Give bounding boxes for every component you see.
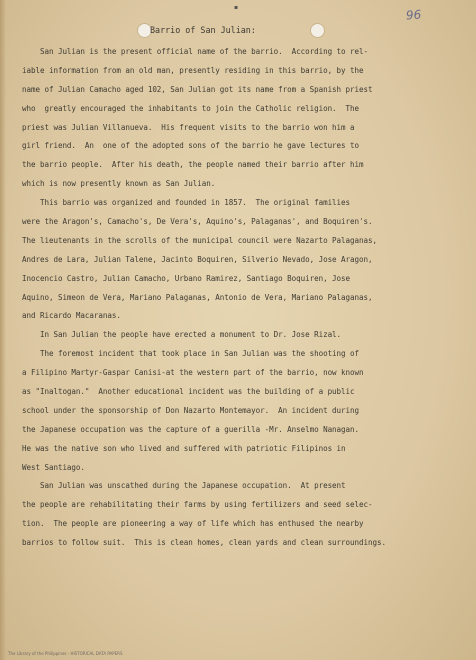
- text-line: the people are rehabilitating their farms by using fertilizers and seed selec-: [22, 500, 373, 510]
- top-mark: ▪: [234, 4, 239, 11]
- text-line: were the Aragon's, Camacho's, De Vera's, Aquino's, Palaganas', and Boquiren's.: [22, 217, 373, 227]
- page-title: Barrio of San Julian:: [150, 25, 256, 35]
- text-line: as "Inaltogan." Another educational incident was the building of a public: [22, 387, 355, 397]
- text-line: San Julian is the present official name of the barrio. According to rel-: [22, 47, 369, 56]
- page-edge-shadow: [0, 0, 6, 660]
- text-line: The foremost incident that took place in San Julian was the shooting of: [22, 349, 360, 359]
- text-line: girl friend. An one of the adopted sons of the barrio he gave lectures to: [22, 141, 360, 151]
- page-number: 96: [405, 7, 422, 23]
- text-line: In San Julian the people have erected a monument to Dr. Jose Rizal.: [22, 330, 342, 340]
- text-line: name of Julian Camacho aged 102, San Julian got its name from a Spanish priest: [22, 84, 373, 94]
- text-line: and Ricardo Macaranas.: [22, 311, 121, 321]
- text-line: tion. The people are pioneering a way of life which has enthused the nearby: [22, 519, 364, 529]
- footer-credit: The Library of the Philippines - HISTORICAL DATA PAPERS: [8, 651, 123, 656]
- text-line: school under the sponsorship of Don Nazarto Montemayor. An incident during: [22, 405, 360, 415]
- text-line: the Japanese occupation was the capture of a guerilla -Mr. Anselmo Nanagan.: [22, 424, 360, 434]
- text-line: Inocencio Castro, Julian Camacho, Urbano Ramirez, Santiago Boquiren, Jose: [22, 273, 351, 283]
- text-line: He was the native son who lived and suffered with patriotic Filipinos in: [22, 443, 346, 453]
- text-line: a Filipino Martyr-Gaspar Canisi-at the western part of the barrio, now known: [22, 368, 364, 378]
- text-line: Aquino, Simeon de Vera, Mariano Palaganas, Antonio de Vera, Mariano Palaganas,: [22, 292, 373, 302]
- text-line: which is now presently known as San Julian.: [22, 179, 216, 189]
- text-line: San Julian was unscathed during the Japanese occupation. At present: [22, 481, 346, 491]
- text-line: West Santiago.: [22, 462, 85, 472]
- text-line: who greatly encouraged the inhabitants to join the Catholic religion. The: [22, 103, 360, 113]
- text-line: the barrio people. After his death, the people named their barrio after him: [22, 160, 364, 170]
- text-line: iable information from an old man, presently residing in this barrio, by the: [22, 65, 364, 75]
- text-line: barrios to follow suit. This is clean homes, clean yards and clean surroundings.: [22, 538, 386, 548]
- text-line: This barrio was organized and founded in 1857. The original families: [22, 198, 351, 208]
- body-text: [22, 43, 462, 553]
- text-line: Andres de Lara, Julian Talene, Jacinto Boquiren, Silverio Nevado, Jose Aragon,: [22, 254, 373, 264]
- text-line: The lieutenants in the scrolls of the municipal council were Nazarto Palaganas,: [22, 235, 377, 245]
- text-line: priest was Julian Villanueva. His frequent visits to the barrio won him a: [22, 122, 355, 132]
